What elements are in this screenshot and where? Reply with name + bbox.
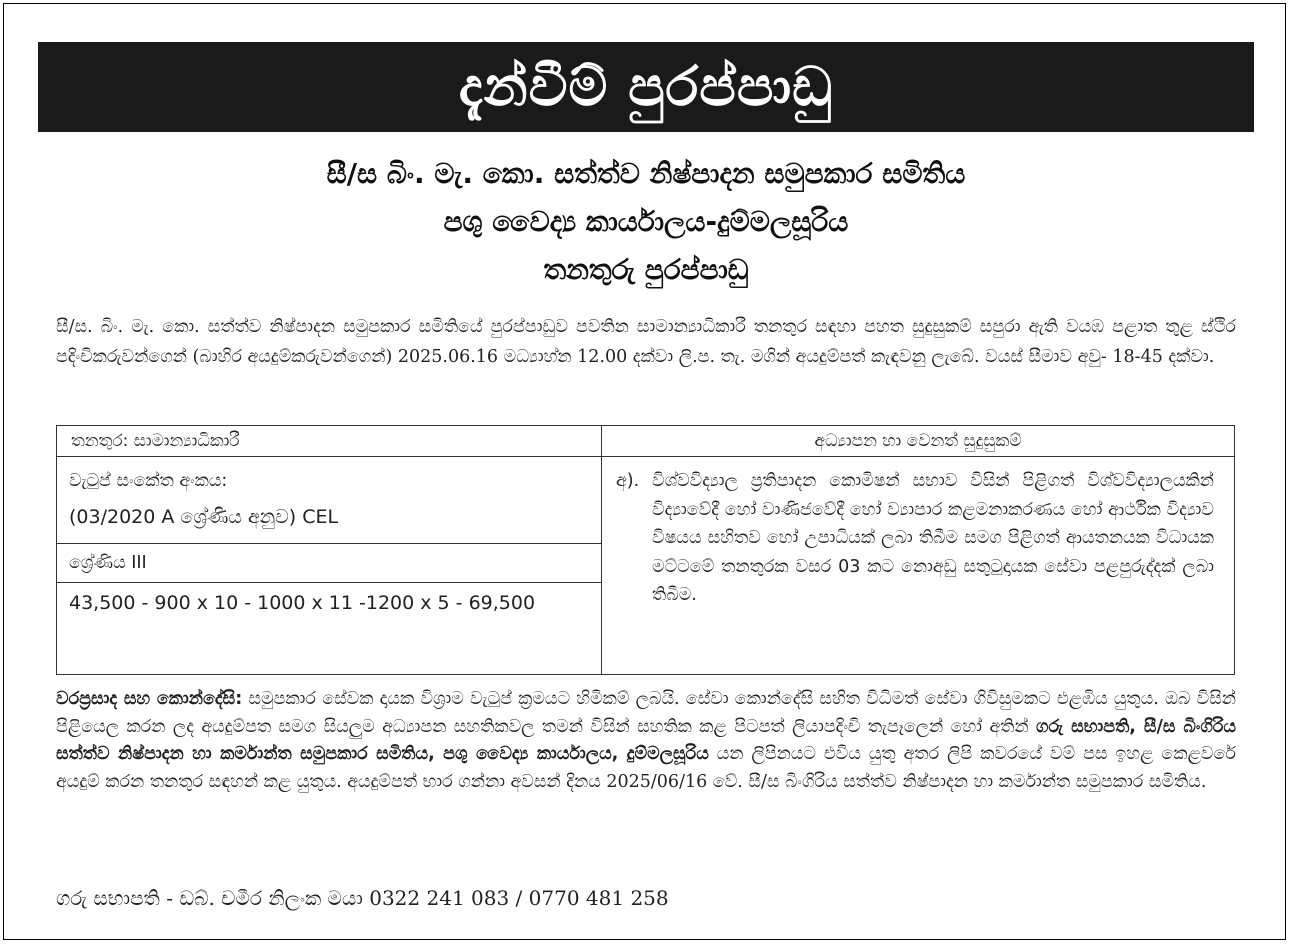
salary-code-label: වැටුප් සංකේත අංකය:	[69, 471, 228, 491]
heading-office: පශු වෛද්‍ය කාර්යාලය-දුම්මලසූරිය	[443, 205, 849, 238]
conditions-text-a: සමුපකාර සේවක දායක විශ්‍රාම වැටුප් ක්‍රමයට හිමිකම් ලබයි. සේවා කොන්දේසි සහිත විධිමත් සේවා ගිවිසුමකට එළඹිය යුතුය. ඔබ විසින් පිළියෙල කරන ලද අයදුම්පත සමග සියලුම අධ්‍යාපන සහතිකවල තමන් විසින් සහතික කළ පිටපත් ලියාපදිංචි තැපෑලෙන් හෝ අතින්	[56, 689, 1236, 737]
grade-cell	[57, 544, 602, 583]
heading-block	[38, 150, 1254, 294]
grade-text: ශ්‍රේණිය III	[69, 553, 147, 573]
qualification-cell	[602, 457, 1235, 675]
heading-vacancies: තනතුරු පුරප්පාඩු	[543, 253, 749, 286]
conditions-label: වරප්‍රසාද සහ කොන්දේසි:	[56, 689, 243, 709]
conditions-text-b: යන ලිපිනයට එවිය යුතු අතර ලිපි කවරයේ වම් පස ඉහළ කෙළවරේ අයදුම් කරන තනතුර සඳහන් කළ යුතුය. අයදුම්පත් භාර ගන්නා අවසන් දිනය 2025/06/16 වේ. සී/ස බිංගිරිය සත්ත්ව නිෂ්පාදන හා කර්මාන්ත සමුපකාර සමිතිය.	[56, 744, 1236, 792]
table-row	[57, 457, 1235, 544]
salary-code-cell	[57, 457, 602, 544]
header-post: තනතුර: සාමාන්‍යාධිකාරී	[57, 426, 602, 457]
banner-title-text: දැන්වීම් පුරප්පාඩු	[458, 55, 834, 118]
vacancy-table	[56, 425, 1235, 675]
banner-title	[38, 42, 1254, 132]
salary-code-value: (03/2020 A ශ්‍රේණිය අනුව) CEL	[69, 506, 339, 528]
qualification-text: විශ්වවිද්‍යාල ප්‍රතිපාදන කොමිෂන් සභාව විසින් පිළිගත් විශ්වවිද්‍යාලයකින් විද්‍යාවේදී හෝ වාණිජවේදී හෝ ව්‍යාපාර කළමනාකරණය හෝ ආර්ථික විද්‍යාව විෂයය සහිතව හෝ උපාධියක් ලබා තිබීම සමග පිළිගත් ආයතනයක විධායක මට්ටමේ තනතුරක වසර 03 කට නොඅඩු සතුටුදායක සේවා පළපුරුද්දක් ලබා තිබීම.	[652, 471, 1214, 605]
table-header-row	[57, 426, 1235, 457]
contact-line: ගරු සභාපති - ඩබ්. චමීර නිලංක මයා 0322 241 083 / 0770 481 258	[56, 886, 669, 910]
salary-scale-text: 43,500 - 900 x 10 - 1000 x 11 -1200 x 5 - 69,500	[69, 592, 536, 614]
qualification-marker: අ).	[616, 471, 640, 491]
conditions-address: ගරු සභාපති, සී/ස බිංගිරිය සත්ත්ව නිෂ්පාදන හා කර්මාන්ත සමුපකාර සමිතිය, පශු වෛද්‍ය කාර්යාලය, දුම්මලසූරිය	[56, 716, 1236, 764]
intro-paragraph: සී/ස. බිං. මැ. කො. සත්ත්ව නිෂ්පාදන සමුපකාර සමිතියේ පුරප්පාඩුව පවතින සාමාන්‍යාධිකාරී තනතුර සඳහා පහත සුදුසුකම් සපුරා ඇති වයඹ පළාත තුළ ස්ථිර පදිංචිකරුවන්ගෙන් (බාහිර අයදුම්කරුවන්ගෙන්) 2025.06.16 මධ්‍යාහ්න 12.00 දක්වා ලි.ප. තැ. මගින් අයදුම්පත් කැඳවනු ලැබේ. වයස් සීමාව අවු- 18-45 දක්වා.	[56, 317, 1236, 367]
conditions-paragraph	[56, 686, 1236, 796]
heading-society: සී/ස බිං. මැ. කො. සත්ත්ව නිෂ්පාදන සමුපකාර සමිතිය	[326, 157, 966, 190]
header-qualifications: අධ්‍යාපන හා වෙනත් සුදුසුකම්	[602, 426, 1235, 457]
salary-scale-cell	[57, 583, 602, 675]
